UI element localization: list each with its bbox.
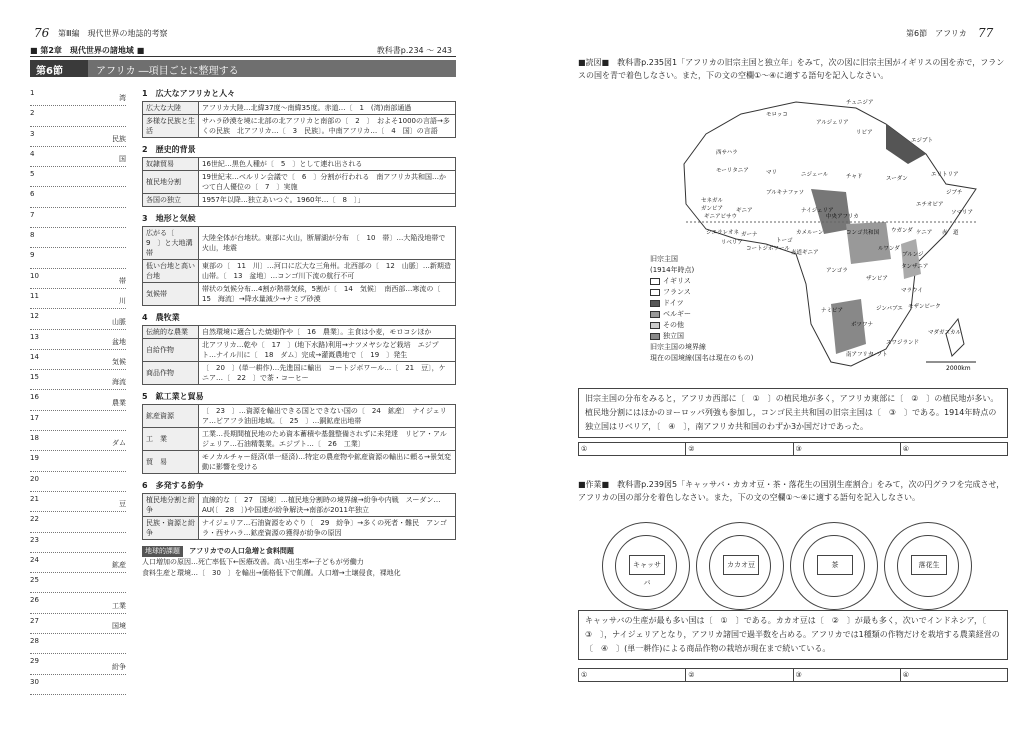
country-label: アンゴラ (826, 268, 848, 274)
row-value: 帯状の気候分布…4割が熱帯気候，5割が〔 14 気候〕 南西部…寒流の〔 15 海流〕→降水量減少→ナミブ砂漠 (199, 283, 456, 306)
country-label: ザンビア (866, 276, 888, 282)
running-head: 第Ⅲ編 現代世界の地誌的考察 (58, 29, 168, 38)
table-row (143, 428, 456, 451)
summary-box-1: 旧宗主国の分布をみると，アフリカ西部に〔 ① 〕の植民地が多く，アフリカ東部に〔 ② 〕の植民地が多い。植民地分割にはほかのヨーロッパ列強も参加し，コンゴ民主共和国の旧宗主国は〔 ③ 〕である。1914年時点の独立国はリベリア，〔 ④ 〕，南アフリカ共和国のわずか3か国だけであった。 (578, 388, 1008, 438)
country-label: ナミビア (821, 308, 844, 314)
row-key: 民族・資源と紛争 (143, 517, 199, 540)
country-label: ナイジェリア (801, 208, 834, 214)
answer-number: 11 (30, 291, 39, 300)
row-value: 1957年以降…独立あいつぐ。1960年…〔 8 〕」 (199, 194, 456, 207)
legend-swatch (650, 333, 660, 340)
country-label: ニジェール (801, 172, 829, 178)
country-label: エリトリア (931, 172, 959, 178)
table-s3 (142, 226, 456, 306)
answer-suffix: 盆地 (112, 337, 126, 346)
answer-number: 23 (30, 535, 39, 544)
answer-number: 25 (30, 576, 39, 585)
answer-row-2 (578, 668, 1008, 682)
table-row (143, 102, 456, 115)
row-value: 自然環境に適合した焼畑作や〔 16 農業〕。主食は小麦，モロコシほか (199, 326, 456, 339)
legend-swatch (650, 322, 660, 329)
legend-item (650, 287, 753, 298)
country-label: ガンビア (701, 206, 724, 212)
answer-line[interactable] (30, 309, 126, 329)
row-key: 植民地分割と紛争 (143, 494, 199, 517)
legend-item (650, 331, 753, 342)
answer-suffix: 山脈 (112, 317, 126, 326)
answer-slot[interactable]: ② (686, 443, 793, 455)
row-value: サハラ砂漠を境に北部の北アフリカと南部の〔 2 〕 およそ1000の言語→多くの民族 北アフリカ…〔 3 民族〕。中南アフリカ…〔 4 国〕の言語 (199, 115, 456, 138)
table-row (143, 517, 456, 540)
country-label: マダガスカル (928, 330, 962, 336)
section-heading: 6 多発する紛争 (142, 481, 204, 490)
row-key: 貿 易 (143, 451, 199, 474)
answer-line[interactable] (30, 451, 126, 471)
answer-number: 3 (30, 129, 35, 138)
answer-line[interactable] (30, 654, 126, 674)
answer-slot[interactable]: ② (686, 669, 793, 681)
legend-items (650, 276, 753, 342)
textbook-pages: 教科書p.234 ～ 243 (376, 46, 452, 55)
answer-number: 10 (30, 271, 39, 280)
country-label: カメルーン (796, 230, 824, 236)
answer-line[interactable] (30, 167, 126, 187)
answer-suffix: 豆 (119, 500, 126, 509)
country-label: チュニジア (846, 100, 874, 106)
theme-line: 人口増加の原因…死亡率低下←医療改善。高い出生率←子どもが労働力 (142, 558, 364, 566)
map-legend (650, 254, 753, 364)
answer-number: 26 (30, 596, 39, 605)
answer-slot[interactable]: ③ (794, 669, 901, 681)
country-label: ブルキナファソ (766, 190, 805, 196)
row-value: モノカルチャー経済(単一経済)…特定の農産物や鉱産資源の輸出に頼る→景気変動に影響を受ける (199, 451, 456, 474)
answer-number: 22 (30, 515, 39, 524)
answer-line[interactable] (30, 390, 126, 410)
task-pie-instructions: ■作業■ 教科書p.239図5「キャッサバ・カカオ豆・茶・落花生の国別生産割合」をみて，次の円グラフを完成させ，アフリカの国の部分を着色しなさい。また，下の文の空欄①～④に適する語句を記入しなさい。 (578, 480, 1005, 502)
answer-line[interactable] (30, 593, 126, 613)
row-key: 伝統的な農業 (143, 326, 199, 339)
pie-tea[interactable] (790, 522, 878, 610)
answer-suffix: ダム (112, 439, 126, 448)
country-label: コンゴ共和国 (846, 230, 880, 236)
country-label: ケニア (916, 230, 933, 236)
section-number: 第6節 (30, 60, 88, 77)
row-value: アフリカ大陸…北緯37度～南緯35度。赤道…〔 1 (湾)南部通過 (199, 102, 456, 115)
table-row (143, 494, 456, 517)
theme-heading (142, 546, 456, 557)
answer-line[interactable] (30, 86, 126, 106)
row-key: 広大な大陸 (143, 102, 199, 115)
answer-number: 16 (30, 393, 39, 402)
row-value: 〔 20 〕(単一耕作)…先進国に輸出 コートジボワール…〔 21 豆〕，ケニア…〔 22 〕で茶・コーヒー (199, 362, 456, 385)
row-key: 広がる〔 9 〕と大地溝帯 (143, 227, 199, 260)
answer-slot[interactable]: ③ (794, 443, 901, 455)
answer-line[interactable] (30, 634, 126, 654)
answer-suffix: 海流 (112, 378, 126, 387)
answer-number: 28 (30, 637, 39, 646)
page-number: 77 (978, 26, 994, 40)
legend-swatch (650, 311, 660, 318)
legend-swatch (650, 289, 660, 296)
country-label: トーゴ (776, 238, 793, 244)
country-label: シエラレオネ (706, 230, 739, 236)
running-head: 第6節 アフリカ (906, 29, 967, 38)
answer-slot[interactable]: ④ (902, 445, 910, 453)
answer-suffix: 工業 (112, 601, 126, 610)
table-row (143, 362, 456, 385)
summary-box-2: キャッサバの生産が最も多い国は〔 ① 〕である。カカオ豆は〔 ② 〕が最も多く，次いでインドネシア，〔 ③ 〕，ナイジェリアとなり，アフリカ諸国で過半数を占める。アフリカでは1種類の作物だけを栽培する農業経営の〔 ④ 〕(単一耕作)による商品作物の栽培が現在まで続いている。 (578, 610, 1008, 660)
answer-suffix: 農業 (112, 398, 126, 407)
table-s5 (142, 404, 456, 474)
answer-line[interactable] (30, 228, 126, 248)
section-heading: 5 鉱工業と貿易 (142, 392, 204, 401)
table-row (143, 227, 456, 260)
legend-swatch (650, 278, 660, 285)
answer-number: 19 (30, 454, 39, 463)
right-page (516, 0, 1032, 729)
country-label: ボツワナ (851, 322, 874, 328)
country-label: 南アフリカ (846, 352, 874, 358)
row-key: 気候帯 (143, 283, 199, 306)
country-label: モーリタニア (716, 168, 749, 174)
legend-label: フランス (663, 288, 691, 296)
pie-cassava[interactable] (602, 522, 690, 610)
answer-number: 27 (30, 616, 39, 625)
pie-label: カカオ豆 (723, 555, 759, 575)
legend-subtitle: (1914年時点) (650, 266, 695, 274)
row-value: 東部の〔 11 川〕…河口に広大な三角州。北西部の〔 12 山脈〕…新期造山帯。〔 13 盆地〕…コンゴ川下流の航行不可 (199, 260, 456, 283)
answer-number: 5 (30, 170, 35, 179)
legend-label: その他 (663, 321, 684, 329)
country-label: ジンバブエ (876, 306, 903, 312)
answer-suffix: 湾 (119, 94, 126, 103)
country-label: セネガル (701, 198, 724, 204)
legend-item (650, 309, 753, 320)
madagascar-shape (946, 319, 964, 356)
pie-cacao[interactable] (696, 522, 784, 610)
answer-row-1 (578, 442, 1008, 456)
pie-label: 落花生 (911, 555, 947, 575)
content-body (142, 86, 456, 579)
country-label: コートジボワール (746, 246, 790, 252)
country-label: スワジランド (886, 340, 920, 346)
answer-line[interactable] (30, 106, 126, 126)
answer-line[interactable] (30, 675, 126, 695)
legend-item (650, 276, 753, 287)
answer-suffix: 国境 (112, 622, 126, 631)
answer-number: 15 (30, 373, 39, 382)
answer-number: 20 (30, 474, 39, 483)
table-s4 (142, 325, 456, 385)
answer-line[interactable] (30, 411, 126, 431)
legend-note: 旧宗主国の境界線 (650, 343, 706, 351)
country-label: エチオピア (916, 202, 944, 208)
row-value: 〔 23 〕…資源を輸出できる国とできない国の〔 24 鉱産〕 ナイジェリア…ビアフラ油田地域。〔 25 〕…銅鉱産出地帯 (199, 405, 456, 428)
row-key: 低い台地と高い台地 (143, 260, 199, 283)
row-key: 工 業 (143, 428, 199, 451)
row-value: 16世紀…黒色人種が〔 5 〕として連れ出される (199, 158, 456, 171)
country-label: チャド (846, 174, 863, 180)
chapter-title: ■ 第2章 現代世界の諸地域 ■ (30, 46, 145, 55)
answer-suffix: 気候 (112, 358, 126, 367)
country-label: レソト (871, 352, 888, 358)
country-label: モザンビーク (908, 304, 941, 310)
country-label: ギニアビサウ (704, 214, 738, 220)
legend-label: 独立国 (663, 332, 684, 340)
task-map-instructions: ■読図■ 教科書p.235図1「アフリカの旧宗主国と独立年」をみて，次の図に旧宗主国がイギリスの国を赤で，フランスの国を青で着色しなさい。また，下の文の空欄①～④に適する語句を記入しなさい。 (578, 58, 1005, 80)
answer-line[interactable] (30, 330, 126, 350)
country-label: ガーナ (741, 232, 758, 238)
section-heading: 4 農牧業 (142, 313, 180, 322)
country-label: モロッコ (766, 112, 788, 118)
answer-suffix: 民族 (112, 134, 126, 143)
table-s6 (142, 493, 456, 540)
section-heading: 1 広大なアフリカと人々 (142, 89, 236, 98)
country-label: ジブチ (946, 190, 963, 196)
answer-suffix: 鉱産 (112, 561, 126, 570)
answer-number: 7 (30, 210, 35, 219)
answer-number: 4 (30, 149, 35, 158)
row-key: 各国の独立 (143, 194, 199, 207)
answer-number: 12 (30, 312, 39, 321)
answer-number: 14 (30, 352, 39, 361)
answer-suffix: 川 (119, 297, 126, 306)
legend-label: イギリス (663, 277, 691, 285)
answer-line[interactable] (30, 269, 126, 289)
answer-slot[interactable]: ① (579, 443, 686, 455)
legend-label: ドイツ (663, 299, 684, 307)
answer-number: 29 (30, 657, 39, 666)
answer-number: 30 (30, 677, 39, 686)
scale-label: 2000km (946, 365, 971, 372)
theme-tag: 地球的課題 (142, 546, 183, 557)
legend-title: 旧宗主国 (650, 255, 678, 263)
row-key: 鉱産資源 (143, 405, 199, 428)
answer-suffix: 紛争 (112, 662, 126, 671)
table-row (143, 451, 456, 474)
answer-line[interactable] (30, 492, 126, 512)
country-label: ギニア (736, 208, 753, 214)
answer-line[interactable] (30, 472, 126, 492)
theme-line: 食料生産と環境…〔 30 〕を輸出→価格低下で飢饉。人口増→土壌侵食，裸地化 (142, 569, 401, 577)
answer-line[interactable] (30, 573, 126, 593)
country-label: エジプト (911, 138, 934, 144)
country-label: マラウイ (901, 288, 923, 294)
answer-number: 21 (30, 494, 39, 503)
country-label: 西サハラ (716, 150, 738, 156)
table-s1 (142, 101, 456, 138)
answer-number: 24 (30, 555, 39, 564)
congo-region (846, 222, 891, 264)
section-title: アフリカ ―項目ごとに整理する (96, 66, 239, 77)
answer-number: 6 (30, 190, 35, 199)
pie-label: キャッサバ (629, 555, 665, 575)
table-row (143, 194, 456, 207)
table-s2 (142, 157, 456, 207)
country-label: アルジェリア (816, 120, 849, 126)
legend-note: 現在の国境線(国名は現在のもの) (650, 354, 754, 362)
answer-line[interactable] (30, 289, 126, 309)
country-label: リビア (856, 130, 873, 136)
theme-title: アフリカでの人口急増と食料問題 (189, 547, 294, 555)
row-key: 自給作物 (143, 339, 199, 362)
country-label: タンザニア (901, 264, 929, 270)
row-value: 直線的な〔 27 国境〕…植民地分割時の境界線→紛争や内戦 スーダン…AU(〔 28 〕)や国連が紛争解決→南部が2011年独立 (199, 494, 456, 517)
row-value: 19世紀末…ベルリン会議で〔 6 〕分割が行われる 南アフリカ共和国…かつて白人優位の〔 7 〕実施 (199, 171, 456, 194)
answer-number: 8 (30, 231, 35, 240)
row-value: 北アフリカ…乾や〔 17 〕(地下水路)利用→ナツメヤシなど栽培 エジプト…ナイル川に〔 18 ダム〕完成→灌漑農地で〔 19 〕発生 (199, 339, 456, 362)
table-row (143, 339, 456, 362)
table-row (143, 158, 456, 171)
country-label: ソマリア (951, 210, 974, 216)
answer-number: 13 (30, 332, 39, 341)
answer-number: 18 (30, 434, 39, 443)
answer-suffix: 国 (119, 155, 126, 164)
answer-number: 2 (30, 109, 35, 118)
answer-number: 17 (30, 413, 39, 422)
answer-line[interactable] (30, 147, 126, 167)
answer-number: 9 (30, 251, 35, 260)
answer-line[interactable] (30, 127, 126, 147)
answer-line[interactable] (30, 614, 126, 634)
table-row (143, 115, 456, 138)
answer-line[interactable] (30, 208, 126, 228)
section-heading: 2 歴史的背景 (142, 145, 196, 154)
country-label: ブルンジ (902, 252, 924, 258)
answer-slot[interactable]: ④ (902, 671, 910, 679)
answer-line[interactable] (30, 350, 126, 370)
country-label: スーダン (886, 176, 908, 182)
row-value: 大陸全体が台地状。東部に火山，断層湖が分布 〔 10 帯〕…大陥没地帯で火山，地震 (199, 227, 456, 260)
table-row (143, 260, 456, 283)
pie-peanut[interactable] (884, 522, 972, 610)
row-value: ナイジェリア…石油資源をめぐり〔 29 紛争〕→多くの死者・難民 アンゴラ・西サハラ…鉱産資源の獲得が紛争の原因 (199, 517, 456, 540)
section-bar (30, 60, 456, 77)
answer-line[interactable] (30, 248, 126, 268)
chapter-bar (30, 45, 456, 57)
answer-suffix: 帯 (119, 276, 126, 285)
page-number: 76 (34, 26, 50, 40)
answer-line[interactable] (30, 187, 126, 207)
legend-label: ベルギー (663, 310, 691, 318)
row-value: 工業…長期間植民地のため資本蓄積や基盤整備されずに未発達 リビア・アルジェリア…石油精製業。エジプト…〔 26 工業〕 (199, 428, 456, 451)
answer-line[interactable] (30, 431, 126, 451)
answer-column (30, 86, 126, 695)
table-row (143, 283, 456, 306)
row-key: 植民地分割 (143, 171, 199, 194)
row-key: 多様な民族と生活 (143, 115, 199, 138)
answer-line[interactable] (30, 533, 126, 553)
legend-swatch (650, 300, 660, 307)
table-row (143, 326, 456, 339)
table-row (143, 171, 456, 194)
country-label: 赤道ギニア (791, 250, 819, 256)
answer-line[interactable] (30, 553, 126, 573)
section-heading: 3 地形と気候 (142, 214, 196, 223)
row-key: 奴隷貿易 (143, 158, 199, 171)
answer-slot[interactable]: ① (579, 669, 686, 681)
row-key: 商品作物 (143, 362, 199, 385)
legend-item (650, 298, 753, 309)
legend-item (650, 320, 753, 331)
country-label: 赤 道 (942, 230, 959, 236)
answer-line[interactable] (30, 512, 126, 532)
answer-line[interactable] (30, 370, 126, 390)
table-row (143, 405, 456, 428)
country-label: ウガンダ (891, 228, 913, 234)
pie-label: 茶 (817, 555, 853, 575)
country-label: 中央アフリカ (826, 214, 859, 220)
country-label: リベリア (721, 240, 743, 246)
answer-number: 1 (30, 89, 35, 97)
country-label: ルワンダ (878, 246, 900, 252)
country-label: マリ (766, 170, 778, 176)
